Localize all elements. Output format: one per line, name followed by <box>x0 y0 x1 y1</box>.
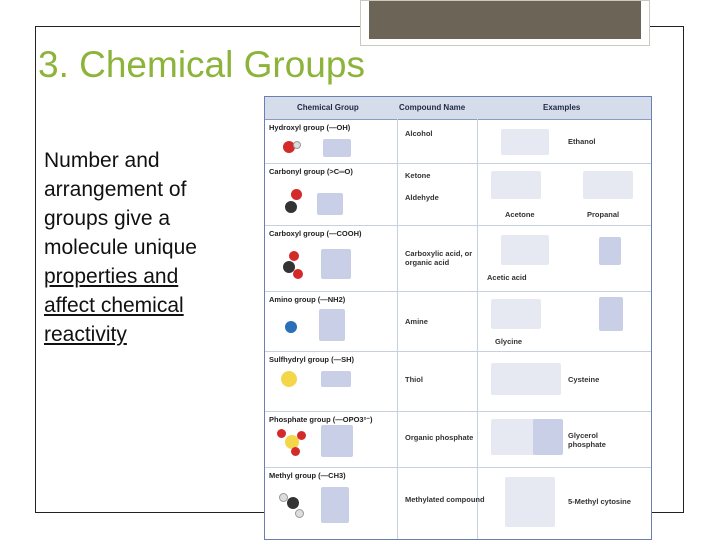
body-line: arrangement of <box>44 178 187 201</box>
group-name: Carboxyl group (—COOH) <box>269 229 362 238</box>
compound-name: Carboxylic acid, or organic acid <box>405 249 473 267</box>
body-line: reactivity <box>44 323 127 346</box>
group-name: Sulfhydryl group (—SH) <box>269 355 354 364</box>
group-name: Phosphate group (—OPO3²⁻) <box>269 415 373 424</box>
example-structure <box>491 171 541 199</box>
example-name: Acetone <box>505 210 535 219</box>
compound-name-secondary: Aldehyde <box>405 193 439 202</box>
oxygen-atom-model <box>277 429 286 438</box>
body-line: properties and <box>44 265 179 288</box>
body-line: affect chemical <box>44 294 184 317</box>
oxygen-atom-model <box>297 431 306 440</box>
example-structure <box>501 129 549 155</box>
header-compound-name: Compound Name <box>399 103 466 112</box>
structure-formula <box>321 371 351 387</box>
column-divider <box>397 163 398 225</box>
column-divider <box>397 467 398 540</box>
compound-name: Alcohol <box>405 129 433 138</box>
example-structure <box>491 363 561 395</box>
example-structure <box>491 419 535 455</box>
structure-formula <box>323 139 351 157</box>
banner-fill <box>369 1 641 39</box>
example-structure <box>599 237 621 265</box>
oxygen-atom-model <box>289 251 299 261</box>
structure-formula <box>317 193 343 215</box>
column-divider <box>397 119 398 163</box>
compound-name: Organic phosphate <box>405 433 474 442</box>
table-header <box>265 97 651 120</box>
example-structure <box>583 171 633 199</box>
example-structure <box>505 477 555 527</box>
example-name: Glycine <box>495 337 523 346</box>
example-structure <box>599 297 623 331</box>
column-divider <box>397 225 398 291</box>
group-name: Methyl group (—CH3) <box>269 471 346 480</box>
table-row <box>265 411 651 468</box>
nitrogen-atom-model <box>285 321 297 333</box>
column-divider <box>477 119 478 163</box>
table-row <box>265 291 651 352</box>
header-chemical-group: Chemical Group <box>297 103 359 112</box>
example-name: Propanal <box>587 210 620 219</box>
oxygen-atom-model <box>291 189 302 200</box>
compound-name: Amine <box>405 317 428 326</box>
table-row <box>265 225 651 292</box>
chemical-groups-table <box>264 96 652 540</box>
hydrogen-atom-model <box>279 493 288 502</box>
compound-name: Methylated compound <box>405 495 485 504</box>
body-line: Number and <box>44 149 160 172</box>
column-divider <box>397 351 398 411</box>
column-divider <box>397 411 398 467</box>
table-row <box>265 119 651 164</box>
compound-name: Thiol <box>405 375 423 384</box>
example-name: Cysteine <box>568 375 600 384</box>
structure-formula <box>321 425 353 457</box>
example-name: Glycerol phosphate <box>568 431 606 449</box>
carbon-atom-model <box>285 201 297 213</box>
example-name: Acetic acid <box>487 273 527 282</box>
oxygen-atom-model <box>291 447 300 456</box>
body-line: molecule unique <box>44 236 197 259</box>
example-structure <box>501 235 549 265</box>
oxygen-atom-model <box>293 269 303 279</box>
group-name: Amino group (—NH2) <box>269 295 346 304</box>
sulfur-atom-model <box>281 371 297 387</box>
column-divider <box>397 291 398 351</box>
header-examples: Examples <box>543 103 581 112</box>
table-row <box>265 163 651 226</box>
structure-formula <box>319 309 345 341</box>
compound-name: Ketone <box>405 171 431 180</box>
slide-title: 3. Chemical Groups <box>38 44 365 85</box>
hydrogen-atom-model <box>295 509 304 518</box>
example-structure <box>491 299 541 329</box>
slide-body <box>44 146 244 349</box>
body-line: groups give a <box>44 207 171 230</box>
header-banner <box>360 0 650 46</box>
group-name: Carbonyl group (>C═O) <box>269 167 353 176</box>
structure-formula <box>321 487 349 523</box>
carbon-atom-model <box>287 497 299 509</box>
example-name: Ethanol <box>568 137 596 146</box>
group-name: Hydroxyl group (—OH) <box>269 123 351 132</box>
structure-formula <box>321 249 351 279</box>
example-structure <box>533 419 563 455</box>
hydrogen-atom-model <box>293 141 301 149</box>
table-row <box>265 351 651 412</box>
table-row <box>265 467 651 540</box>
example-name: 5-Methyl cytosine <box>568 497 631 506</box>
